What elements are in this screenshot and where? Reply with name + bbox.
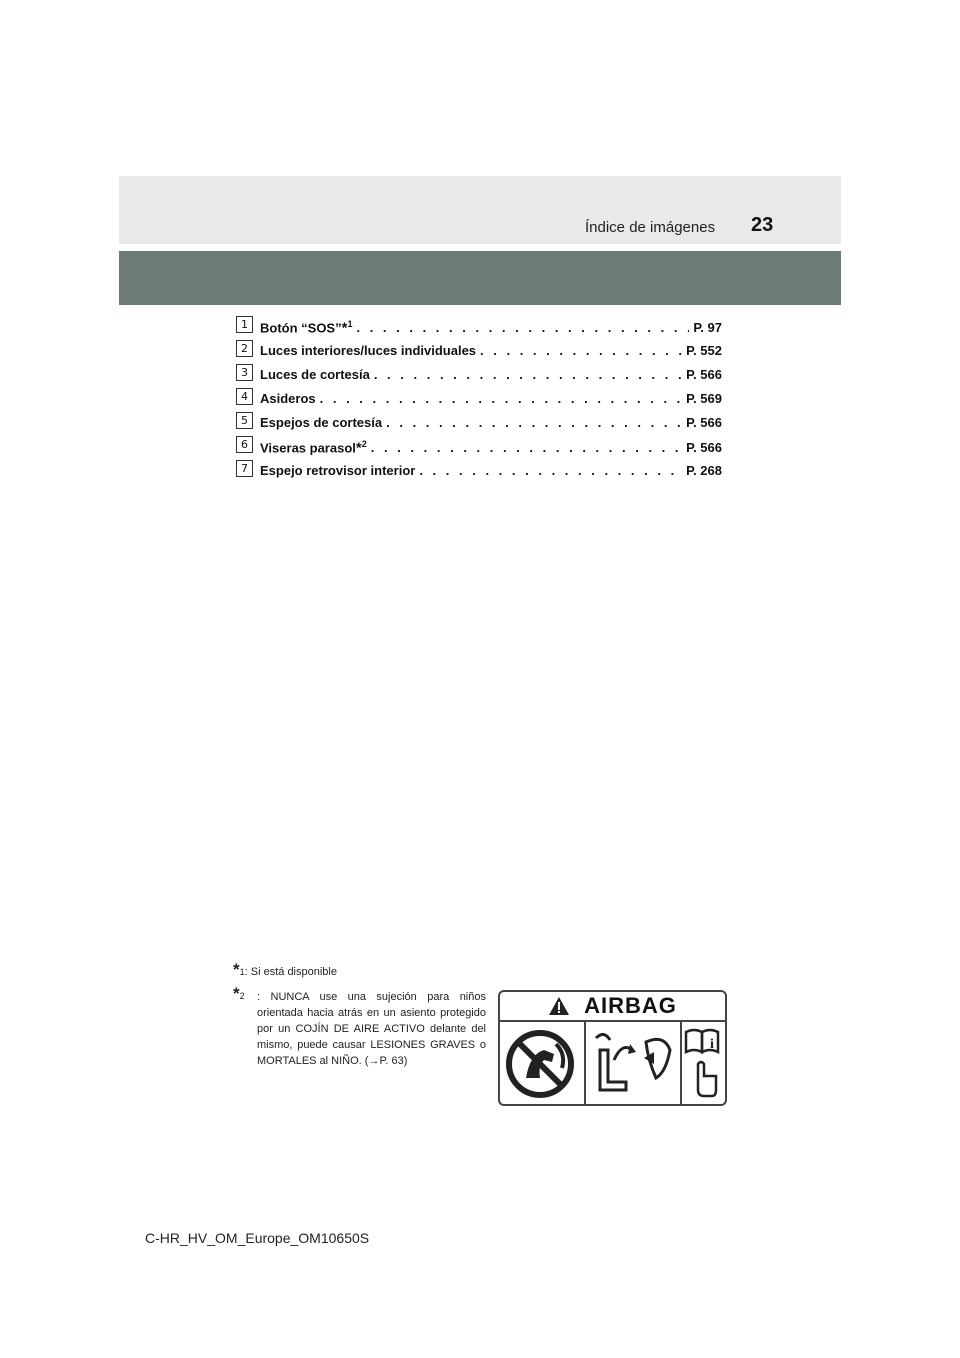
manual-info-icon bbox=[682, 1020, 726, 1104]
item-label: Botón “SOS”*$^1$ bbox=[260, 319, 353, 337]
item-number: 3 bbox=[236, 364, 253, 381]
item-page-ref[interactable]: P. 566 bbox=[686, 415, 722, 430]
footnote-1: *1: Si está disponible bbox=[233, 960, 337, 979]
list-item[interactable] bbox=[236, 388, 722, 412]
dot-leader bbox=[320, 391, 682, 406]
header-band bbox=[119, 176, 841, 244]
item-label: Luces de cortesía bbox=[260, 367, 370, 382]
dot-leader bbox=[386, 415, 682, 430]
item-number: 6 bbox=[236, 436, 253, 453]
dot-leader bbox=[374, 367, 682, 382]
item-label: Viseras parasol*$^2$ bbox=[260, 439, 367, 457]
image-index-list bbox=[236, 316, 722, 484]
item-number: 1 bbox=[236, 316, 253, 333]
manual-reference-panel bbox=[682, 1020, 725, 1104]
item-label: Espejos de cortesía bbox=[260, 415, 383, 430]
dot-leader bbox=[371, 440, 682, 455]
svg-text:i: i bbox=[710, 1037, 714, 1052]
no-child-seat-icon bbox=[500, 1020, 584, 1104]
list-item[interactable] bbox=[236, 460, 722, 484]
item-label: Asideros bbox=[260, 391, 316, 406]
airbag-title: AIRBAG bbox=[584, 993, 677, 1018]
item-number: 7 bbox=[236, 460, 253, 477]
seat-airbag-icon bbox=[586, 1020, 680, 1104]
item-label: Luces interiores/luces individuales bbox=[260, 343, 477, 358]
dot-leader bbox=[356, 320, 689, 335]
list-item[interactable] bbox=[236, 412, 722, 436]
item-page-ref[interactable]: P. 552 bbox=[686, 343, 722, 358]
airbag-warning-label bbox=[498, 990, 727, 1106]
section-bar bbox=[119, 251, 841, 305]
item-number: 4 bbox=[236, 388, 253, 405]
item-page-ref[interactable]: P. 97 bbox=[693, 320, 722, 336]
page-number: 23 bbox=[751, 214, 774, 236]
item-page-ref[interactable]: P. 566 bbox=[686, 367, 722, 382]
airbag-header bbox=[500, 992, 725, 1022]
dot-leader bbox=[480, 343, 682, 358]
item-number: 5 bbox=[236, 412, 253, 429]
dot-leader bbox=[419, 463, 682, 478]
document-code: C-HR_HV_OM_Europe_OM10650S bbox=[145, 1230, 370, 1246]
no-rear-facing-seat-panel bbox=[500, 1020, 586, 1104]
list-item[interactable] bbox=[236, 364, 722, 388]
list-item[interactable] bbox=[236, 436, 722, 460]
warning-triangle-icon bbox=[548, 996, 570, 1016]
item-label: Espejo retrovisor interior bbox=[260, 463, 416, 478]
page-title: Índice de imágenes bbox=[585, 219, 716, 236]
airbag-deploy-panel bbox=[586, 1020, 682, 1104]
footnote-2-text: : NUNCA use una sujeción para niños orientada hacia atrás en un asiento protegido por un COJÍN DE AIRE ACTIVO delante del mismo, puede causar LESIONES GRAVES o MORTALES al NIÑO. (→P. 63) bbox=[257, 991, 486, 1067]
list-item[interactable] bbox=[236, 340, 722, 364]
item-page-ref[interactable]: P. 268 bbox=[686, 463, 722, 478]
item-number: 2 bbox=[236, 340, 253, 357]
footnote-2-mark: *2 bbox=[233, 984, 245, 1003]
item-page-ref[interactable]: P. 569 bbox=[686, 391, 722, 406]
item-page-ref[interactable]: P. 566 bbox=[686, 440, 722, 456]
list-item[interactable] bbox=[236, 316, 722, 340]
